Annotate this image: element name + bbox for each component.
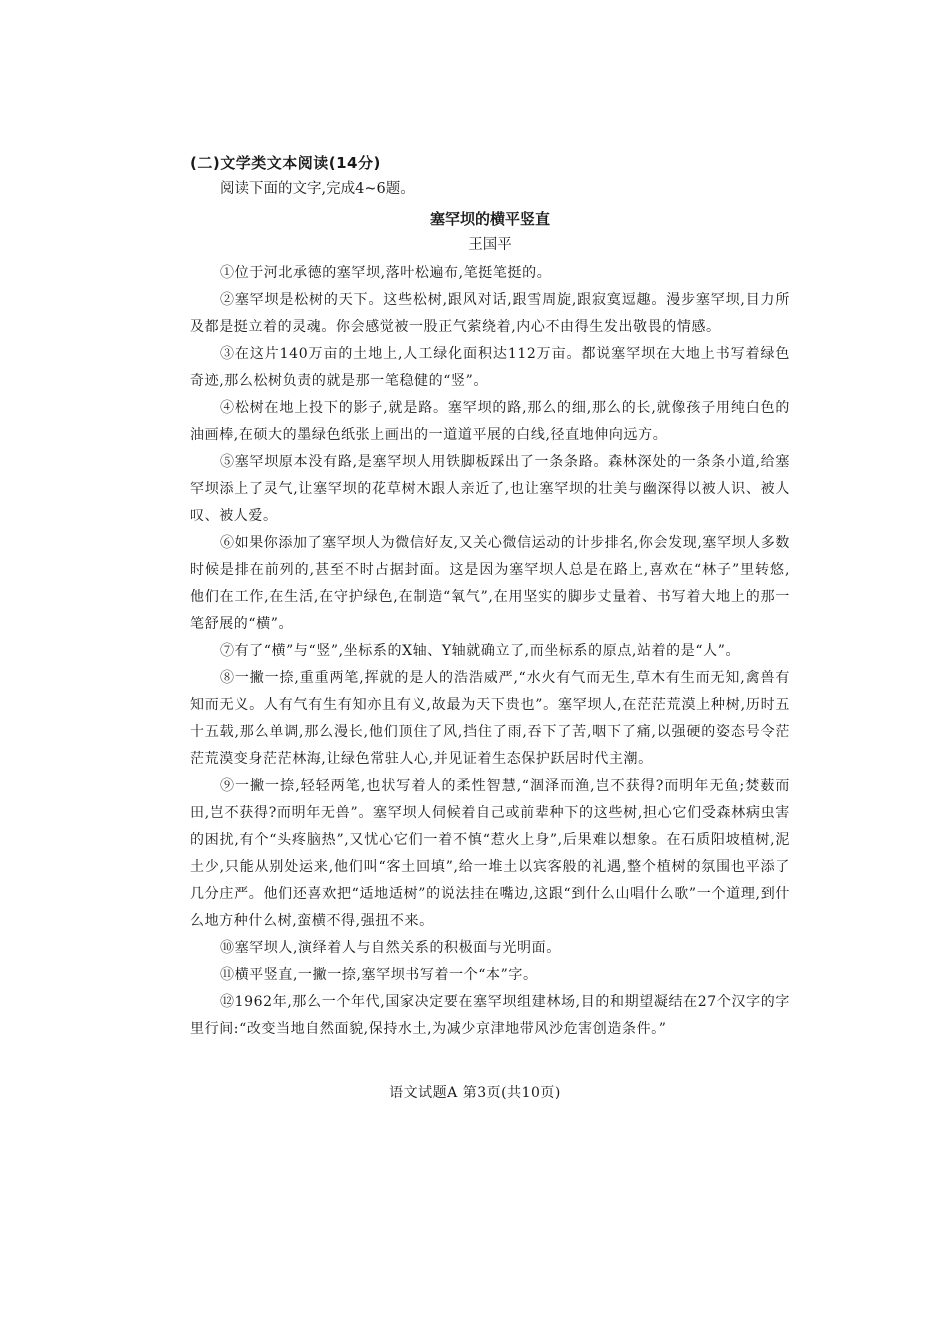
paragraph-5: ⑤塞罕坝原本没有路,是塞罕坝人用铁脚板踩出了一条条路。森林深处的一条条小道,给塞罕坝添上了灵气,让塞罕坝的花草树木跟人亲近了,也让塞罕坝的壮美与幽深得以被人识、被人叹、被人爱。 [190,454,790,524]
exam-page [190,152,790,1043]
paragraph-3: ③在这片140万亩的土地上,人工绿化面积达112万亩。都说塞罕坝在大地上书写着绿色奇迹,那么松树负责的就是那一笔稳健的“竖”。 [190,346,790,389]
paragraph-12: ⑫1962年,那么一个年代,国家决定要在塞罕坝组建林场,目的和期望凝结在27个汉字的字里行间:“改变当地自然面貌,保持水土,为减少京津地带风沙危害创造条件。” [190,994,790,1037]
paragraph-9: ⑨一撇一捺,轻轻两笔,也状写着人的柔性智慧,“涸泽而渔,岂不获得?而明年无鱼;焚薮而田,岂不获得?而明年无兽”。塞罕坝人伺候着自己或前辈种下的这些树,担心它们受森林病虫害的困扰,有个“头疼脑热”,又忧心它们一着不慎“惹火上身”,后果难以想象。在石质阳坡植树,泥土少,只能从别处运来,他们叫“客土回填”,给一堆土以宾客般的礼遇,整个植树的氛围也平添了几分庄严。他们还喜欢把“适地适树”的说法挂在嘴边,这跟“到什么山唱什么歌”一个道理,到什么地方种什么树,蛮横不得,强扭不来。 [190,778,790,929]
reading-instruction: 阅读下面的文字,完成4~6题。 [220,181,415,197]
article-author: 王国平 [468,237,512,253]
page-footer: 语文试题A 第3页(共10页) [389,1085,561,1101]
paragraph-11: ⑪横平竖直,一撇一捺,塞罕坝书写着一个“本”字。 [220,967,538,983]
article-title: 塞罕坝的横平竖直 [429,210,550,228]
paragraph-10: ⑩塞罕坝人,演绎着人与自然关系的积极面与光明面。 [220,940,561,956]
paragraph-4: ④松树在地上投下的影子,就是路。塞罕坝的路,那么的细,那么的长,就像孩子用纯白色的油画棒,在硕大的墨绿色纸张上画出的一道道平展的白线,径直地伸向远方。 [190,400,790,443]
paragraph-1: ①位于河北承德的塞罕坝,落叶松遍布,笔挺笔挺的。 [220,265,552,281]
paragraph-2: ②塞罕坝是松树的天下。这些松树,跟风对话,跟雪周旋,跟寂寞逗趣。漫步塞罕坝,目力所及都是挺立着的灵魂。你会感觉被一股正气萦绕着,内心不由得生发出敬畏的情感。 [190,292,790,335]
section-heading: (二)文学类文本阅读(14分) [190,154,381,172]
paragraph-7: ⑦有了“横”与“竖”,坐标系的X轴、Y轴就确立了,而坐标系的原点,站着的是“人”。 [220,643,741,659]
paragraph-8: ⑧一撇一捺,重重两笔,挥就的是人的浩浩威严,“水火有气而无生,草木有生而无知,禽兽有知而无义。人有气有生有知亦且有义,故最为天下贵也”。塞罕坝人,在茫茫荒漠上种树,历时五十五载,那么单调,那么漫长,他们顶住了风,挡住了雨,吞下了苦,咽下了痛,以强硬的姿态号令茫茫荒漠变身茫茫林海,让绿色常驻人心,并见证着生态保护跃居时代主潮。 [190,670,790,767]
paragraph-6: ⑥如果你添加了塞罕坝人为微信好友,又关心微信运动的计步排名,你会发现,塞罕坝人多数时候是排在前列的,甚至不时占据封面。这是因为塞罕坝人总是在路上,喜欢在“林子”里转悠,他们在工作,在生活,在守护绿色,在制造“氧气”,在用坚实的脚步丈量着、书写着大地上的那一笔舒展的“横”。 [190,535,790,632]
article-body [190,260,790,1043]
